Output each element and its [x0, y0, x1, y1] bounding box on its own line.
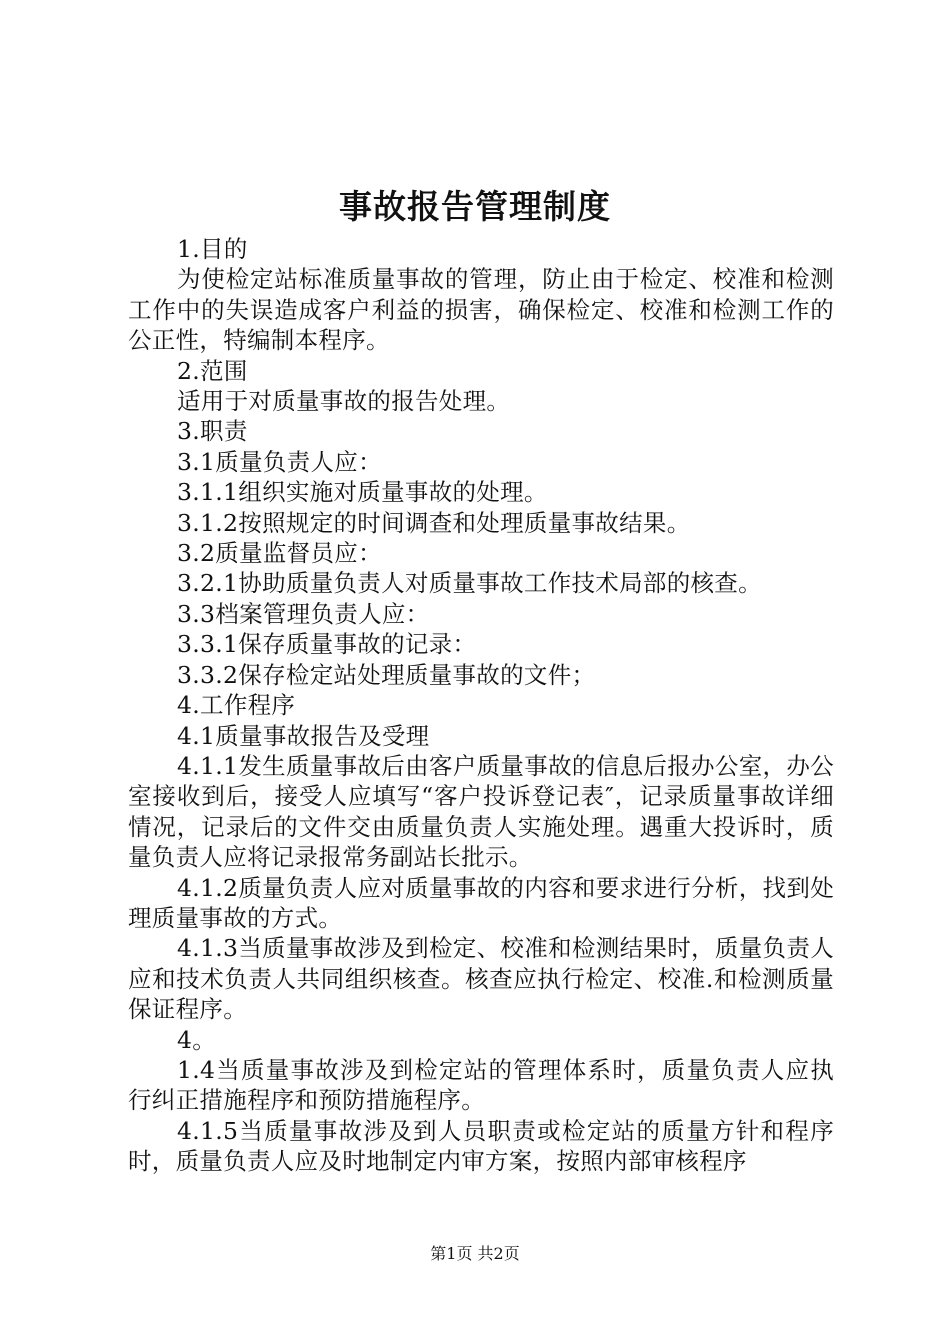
- page-number-footer: 第1页 共2页: [430, 1244, 520, 1263]
- paragraph-4-1: 4.1质量事故报告及受理: [177, 721, 430, 750]
- paragraph-3-3-1: 3.3.1保存质量事故的记录：: [177, 630, 477, 659]
- paragraph-3-2: 3.2质量监督员应：: [177, 539, 382, 568]
- paragraph-scope: 适用于对质量事故的报告处理。: [177, 387, 511, 416]
- paragraph-3-2-1: 3.2.1协助质量负责人对质量事故工作技术局部的核查。: [177, 569, 762, 598]
- paragraph-3-3: 3.3档案管理负责人应：: [177, 599, 430, 628]
- paragraph-4-1-3: 4.1.3当质量事故涉及到检定、校准和检测结果时，质量负责人应和技术负责人共同组织核查。核查应执行检定、校准.和检测质量保证程序。: [128, 934, 834, 1024]
- section-heading-duties: 3.职责: [177, 417, 248, 446]
- document-title: 事故报告管理制度: [339, 187, 611, 226]
- section-heading-scope: 2.范围: [177, 356, 248, 385]
- paragraph-4-fragment: 4。: [177, 1025, 217, 1054]
- paragraph-4-1-5: 4.1.5当质量事故涉及到人员职责或检定站的质量方针和程序时，质量负责人应及时地制定内审方案，按照内部审核程序: [128, 1116, 834, 1176]
- paragraph-3-1: 3.1质量负责人应：: [177, 447, 382, 476]
- paragraph-purpose: 为使检定站标准质量事故的管理，防止由于检定、校准和检测工作中的失误造成客户利益的损害，确保检定、校准和检测工作的公正性，特编制本程序。: [128, 265, 834, 355]
- paragraph-3-3-2: 3.3.2保存检定站处理质量事故的文件；: [177, 660, 596, 689]
- document-body: [128, 234, 834, 1177]
- section-heading-purpose: 1.目的: [177, 235, 248, 263]
- section-heading-procedure: 4.工作程序: [177, 691, 296, 720]
- paragraph-4-1-2: 4.1.2质量负责人应对质量事故的内容和要求进行分析，找到处理质量事故的方式。: [128, 873, 834, 932]
- paragraph-3-1-1: 3.1.1组织实施对质量事故的处理。: [177, 478, 548, 507]
- paragraph-3-1-2: 3.1.2按照规定的时间调查和处理质量事故结果。: [177, 508, 691, 537]
- paragraph-1-4: 1.4当质量事故涉及到检定站的管理体系时，质量负责人应执行纠正措施程序和预防措施程序。: [128, 1055, 834, 1115]
- paragraph-4-1-1: 4.1.1发生质量事故后由客户质量事故的信息后报办公室，办公室接收到后，接受人应填写“客户投诉登记表″，记录质量事故详细情况，记录后的文件交由质量负责人实施处理。遇重大投诉时，质量负责人应将记录报常务副站长批示。: [128, 751, 834, 872]
